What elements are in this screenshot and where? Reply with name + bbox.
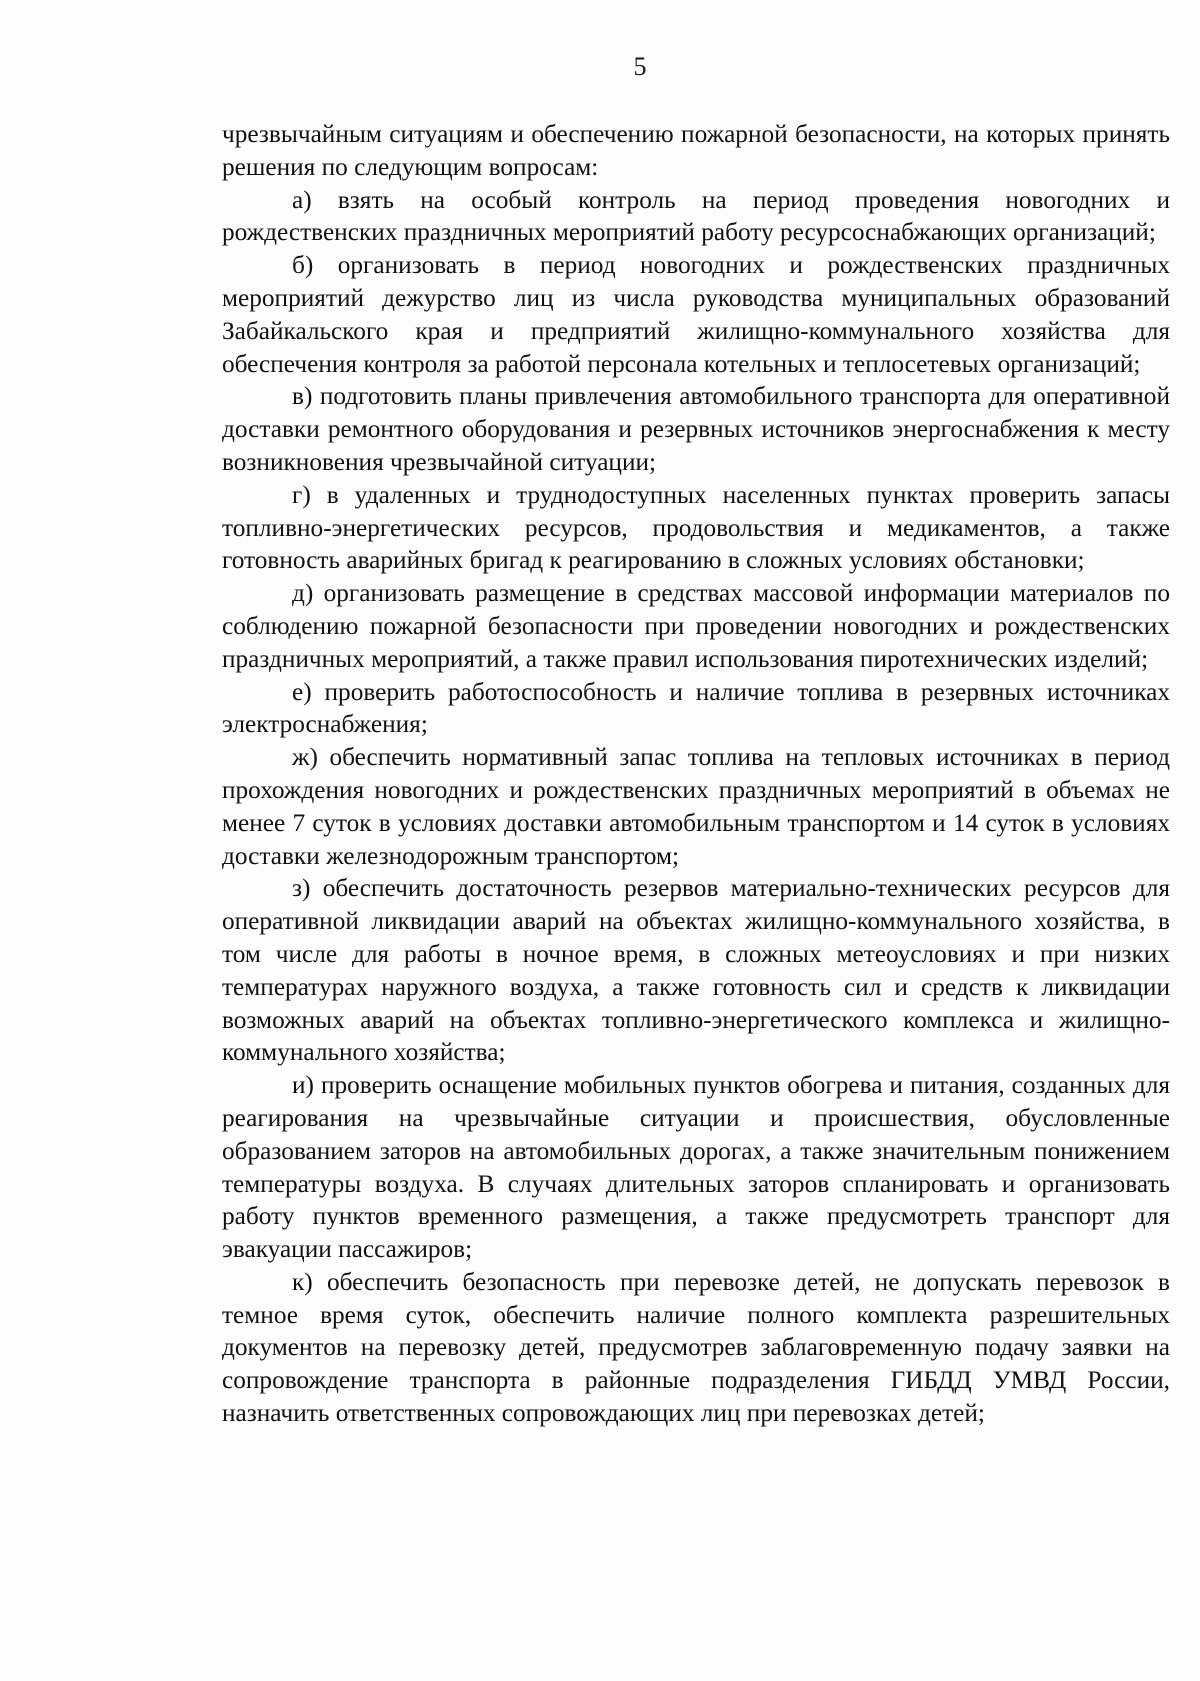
list-item-g: г) в удаленных и труднодоступных населенных пунктах проверить запасы топливно-энергетических ресурсов, продовольствия и медикаментов, а также готовность аварийных бригад к реагированию в сложных условиях обстановки; [222, 480, 1170, 575]
list-item-d: д) организовать размещение в средствах массовой информации материалов по соблюдению пожарной безопасности при проведении новогодних и рождественских праздничных мероприятий, а также правил использования пиротехнических изделий; [222, 579, 1170, 673]
list-item-a: а) взять на особый контроль на период проведения новогодних и рождественских праздничных мероприятий работу ресурсоснабжающих организаций; [222, 185, 1170, 247]
list-item-k: к) обеспечить безопасность при перевозке детей, не допускать перевозок в темное время суток, обеспечить наличие полного комплекта разрешительных документов на перевозку детей, предусмотрев заблаговременную подачу заявки на сопровождение транспорта в районные подразделения ГИБДД УМВД России, назначить ответственных сопровождающих лиц при перевозках детей; [222, 1267, 1170, 1428]
list-item-v: в) подготовить планы привлечения автомобильного транспорта для оперативной доставки ремонтного оборудования и резервных источников энергоснабжения к месту возникновения чрезвычайной ситуации; [222, 382, 1170, 476]
page-number: 5 [633, 52, 647, 81]
list-item-i: и) проверить оснащение мобильных пунктов обогрева и питания, созданных для реагирования на чрезвычайные ситуации и происшествия, обусловленные образованием заторов на автомобильных дорогах, а также значительным понижением температуры воздуха. В случаях длительных заторов спланировать и организовать работу пунктов временного размещения, а также предусмотреть транспорт для эвакуации пассажиров; [222, 1071, 1170, 1264]
list-item-z: з) обеспечить достаточность резервов материально-технических ресурсов для оперативной ликвидации аварий на объектах жилищно-коммунального хозяйства, в том числе для работы в ночное время, в сложных метеоусловиях и при низких температурах наружного воздуха, а также готовность сил и средств к ликвидации возможных аварий на объектах топливно-энергетического комплекса и жилищно-коммунального хозяйства; [222, 874, 1170, 1067]
list-item-b: б) организовать в период новогодних и рождественских праздничных мероприятий дежурство лиц из числа руководства муниципальных образований Забайкальского края и предприятий жилищно-коммунального хозяйства для обеспечения контроля за работой персонала котельных и теплосетевых организаций; [222, 251, 1170, 378]
lead-paragraph: чрезвычайным ситуациям и обеспечению пожарной безопасности, на которых принять решения по следующим вопросам: [222, 120, 1170, 181]
document-body [222, 118, 1170, 1430]
list-item-e: е) проверить работоспособность и наличие топлива в резервных источниках электроснабжения; [222, 677, 1170, 739]
list-item-zh: ж) обеспечить нормативный запас топлива на тепловых источниках в период прохождения новогодних и рождественских праздничных мероприятий в объемах не менее 7 суток в условиях доставки автомобильным транспортом и 14 суток в условиях доставки железнодорожным транспортом; [222, 743, 1170, 870]
